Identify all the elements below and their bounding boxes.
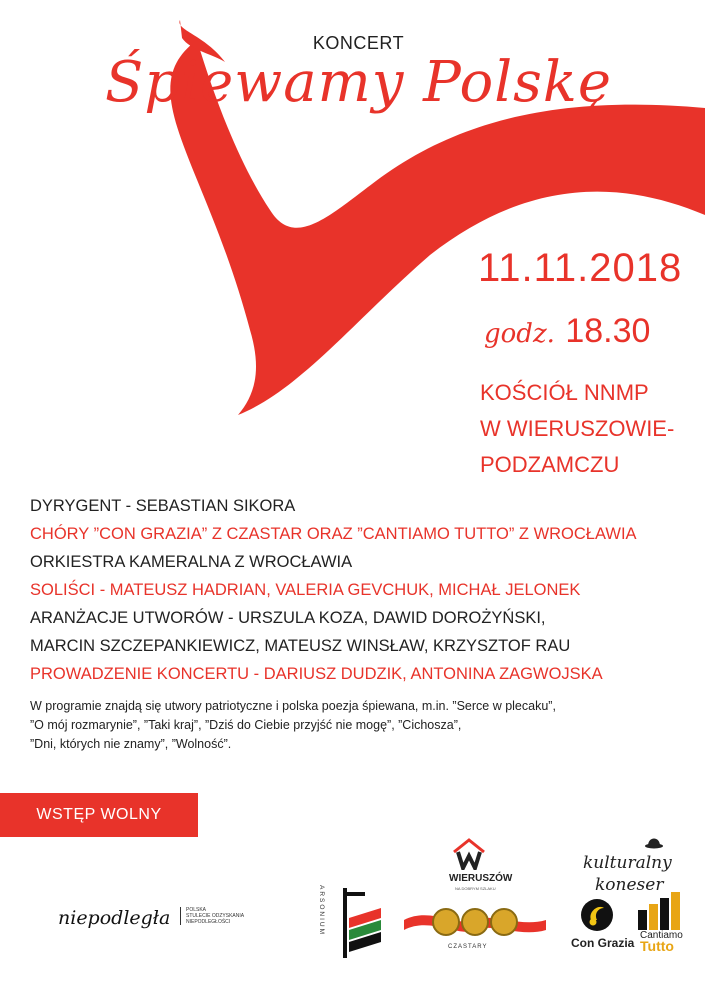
con-grazia-logo-text: Con Grazia	[571, 936, 635, 950]
wieruszow-logo-icon	[452, 838, 486, 870]
cantiamo-tutto-logo-text	[640, 930, 683, 954]
time-prefix: godz.	[484, 319, 555, 349]
venue-line: W WIERUSZOWIE-	[480, 416, 675, 441]
program-line: W programie znajdą się utwory patriotyczne i polska poezja śpiewana, m.in. ”Serce w plecaku”,	[30, 699, 556, 713]
credit-line: DYRYGENT - SEBASTIAN SIKORA	[30, 497, 296, 515]
event-date: 11.11.2018	[478, 246, 683, 290]
niepodlegla-sub-line: POLSKA	[186, 907, 207, 913]
credits-list	[30, 492, 637, 688]
arsonium-logo-icon	[335, 888, 385, 958]
cantiamo-line: Cantiamo	[640, 930, 683, 941]
venue-line: KOŚCIÓŁ NNMP	[480, 380, 649, 405]
gok-czastary-logo-icon	[400, 898, 550, 946]
niepodlegla-sub-line: NIEPODLEGŁOŚCI	[186, 919, 231, 925]
credit-line: CHÓRY ”CON GRAZIA” Z CZASTAR ORAZ ”CANTIAMO TUTTO” Z WROCŁAWIA	[30, 525, 637, 543]
kulturalny-line: kulturalny	[583, 853, 672, 873]
credit-line: SOLIŚCI - MATEUSZ HADRIAN, VALERIA GEVCHUK, MICHAŁ JELONEK	[30, 581, 581, 599]
event-venue	[480, 375, 674, 483]
concert-kicker: KONCERT	[312, 33, 405, 53]
wieruszow-logo-text: WIERUSZÓW	[449, 873, 513, 884]
niepodlegla-logo-text: niepodległa	[58, 907, 171, 929]
program-line: ”O mój rozmarynie”, ”Taki kraj”, ”Dziś do Ciebie przyjść nie mogę”, ”Cichosza”,	[30, 718, 462, 732]
page-title: Śpiewamy Polskę	[105, 50, 612, 115]
czastary-logo-text: CZASTARY	[448, 944, 488, 950]
event-time: 18.30	[565, 312, 651, 350]
cantiamo-tutto-logo-icon	[636, 892, 684, 930]
arsonium-logo-text: ARSONIUM	[318, 885, 325, 937]
credit-line: PROWADZENIE KONCERTU - DARIUSZ DUDZIK, ANTONINA ZAGWOJSKA	[30, 665, 603, 683]
venue-line: PODZAMCZU	[480, 452, 620, 477]
event-time-row	[484, 312, 650, 351]
program-description	[30, 697, 556, 754]
credit-line: MARCIN SZCZEPANKIEWICZ, MATEUSZ WINSŁAW, KRZYSZTOF RAU	[30, 637, 571, 655]
credit-line: ARANŻACJE UTWORÓW - URSZULA KOZA, DAWID DOROŻYŃSKI,	[30, 609, 546, 627]
niepodlegla-logo-subtitle	[180, 907, 244, 925]
program-line: ”Dni, których nie znamy”, ”Wolność”.	[30, 737, 232, 751]
credit-line: ORKIESTRA KAMERALNA Z WROCŁAWIA	[30, 553, 353, 571]
tutto-line: Tutto	[640, 938, 674, 954]
free-admission-banner: WSTĘP WOLNY	[0, 793, 198, 837]
niepodlegla-sub-line: STULECIE ODZYSKANIA	[186, 913, 245, 919]
kulturalny-koneser-logo	[583, 852, 672, 896]
koneser-line: koneser	[595, 875, 664, 895]
wieruszow-logo-subtitle: NA DOBRYM SZLAKU	[455, 886, 496, 891]
bowler-hat-icon	[644, 833, 664, 849]
con-grazia-logo-icon	[580, 898, 614, 932]
